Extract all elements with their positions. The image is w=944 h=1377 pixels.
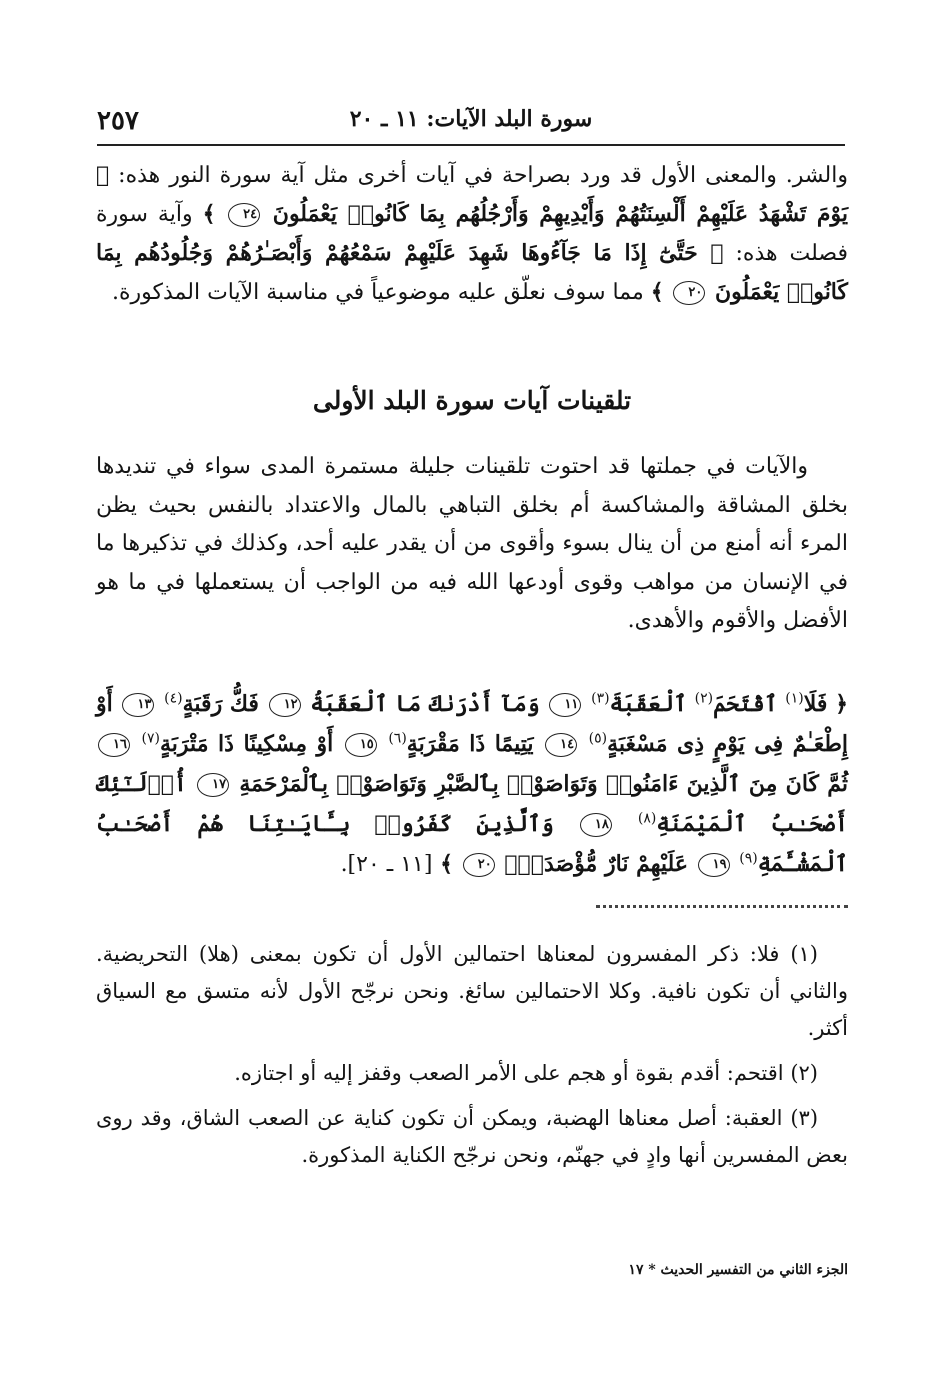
footnote-number: (٣) (790, 1106, 819, 1130)
ayah-number-marker: ١٦ (98, 733, 130, 757)
footnote-number: (٢) (790, 1061, 818, 1085)
verse-range-reference: [١١ ـ ٢٠]. (340, 852, 433, 877)
ayah-number-marker: ١١ (549, 693, 581, 717)
intro-connector: وآية سورة فصلت هذه: (96, 202, 848, 266)
verse-text: فَلَا (803, 691, 828, 717)
ayah-number-marker: ١٣ (122, 693, 154, 717)
ayah-number-marker: ٢٠ (673, 281, 705, 305)
verse-text: وَمَآ أَدْرَىٰكَ مَا ٱلْعَقَبَةُ (310, 691, 540, 717)
page-header (97, 104, 845, 146)
open-bracket-glyph: ﴿ (835, 691, 848, 717)
verse-text: أُو۟لَـٰٓئِكَ أَصْحَـٰبُ ٱلْمَيْمَنَةِ (96, 771, 848, 837)
section-heading: تلقينات آيات سورة البلد الأولى (312, 386, 632, 415)
intro-paragraph (96, 156, 848, 312)
open-bracket-glyph: ﴿ (710, 240, 724, 266)
verse-text: فَكُّ رَقَبَةٍ (182, 691, 259, 717)
footnote-number: (١) (790, 942, 818, 966)
intro-closing: مما سوف نعلّق عليه موضوعياً في مناسبة الآيات المذكورة. (112, 280, 644, 305)
close-bracket-glyph: ﴾ (202, 201, 216, 227)
verse-text: وَٱلَّذِينَ كَفَرُوا۟ بِـَٔايَـٰتِنَا هُمْ أَصْحَـٰبُ ٱلْمَشْـَٔمَةِ (96, 811, 848, 877)
footnote-ref: (٦) (388, 730, 407, 747)
footnote-ref: (٨) (637, 810, 657, 827)
page-footer: الجزء الثاني من التفسير الحديث * ١٧ (628, 1262, 848, 1278)
verse-text: أَوْ مِسْكِينًا ذَا مَتْرَبَةٍ (160, 731, 334, 757)
footnote-item (96, 1100, 848, 1174)
footnote-ref: (٢) (694, 690, 714, 707)
footnote-ref: (٥) (588, 730, 608, 747)
running-title: سورة البلد الآيات: ١١ ـ ٢٠ (349, 106, 593, 132)
footnote-item (96, 1055, 848, 1092)
page-number: ٢٥٧ (97, 106, 139, 136)
ayah-number-marker: ٢٠ (463, 853, 495, 877)
verse-text: ٱقْتَحَمَ (713, 691, 778, 717)
footnote-ref: (٤) (164, 690, 183, 707)
ayah-text: يَوْمَ تَشْهَدُ عَلَيْهِمْ أَلْسِنَتُهُمْ وَأَيْدِيهِمْ وَأَرْجُلُهُم بِمَا كَانُوا۟ يَعْمَلُونَ (272, 201, 848, 227)
verse-text: يَتِيمًا ذَا مَقْرَبَةٍ (406, 731, 534, 757)
verse-text: ثُمَّ كَانَ مِنَ ٱلَّذِينَ ءَامَنُوا۟ وَتَوَاصَوْا۟ بِٱلصَّبْرِ وَتَوَاصَوْا۟ بِٱلْمَرْحَمَةِ (239, 771, 848, 797)
footnotes (96, 936, 848, 1182)
header-rule (97, 144, 845, 146)
footnote-ref: (١) (785, 690, 804, 707)
footnote-text: اقتحم: أقدم بقوة أو هجم على الأمر الصعب وقفز إليه أو اجتازه. (234, 1061, 784, 1085)
ayah-number-marker: ١٤ (545, 733, 577, 757)
body-paragraph: والآيات في جملتها قد احتوت تلقينات جليلة مستمرة المدى سواء في تنديدها بخلق المشاقة والمشاكسة أم بخلق التباهي بالمال والاعتداد بالنفس بحيث يظن المرء أنه أمنع من أن ينال بسوء وأقوى من أن يقدر عليه أحد، وكذلك في تذكيرها ما في الإنسان من مواهب وقوى أودعها الله فيه من الواجب أن يستعملها في ما هو الأفضل والأقوم والأهدى. (96, 454, 848, 633)
ayah-number-marker: ١٢ (269, 693, 301, 717)
ayah-number-marker: ١٨ (580, 813, 612, 837)
ayah-text: حَتَّىٰٓ إِذَا مَا جَآءُوهَا شَهِدَ عَلَيْهِمْ سَمْعُهُمْ وَأَبْصَـٰرُهُمْ وَجُلُودُهُم بِمَا كَانُوا۟ يَعْمَلُونَ (96, 240, 848, 305)
footnote-ref: (٣) (591, 690, 610, 707)
verse-text: ٱلْعَقَبَةَ (609, 691, 687, 717)
verse-text: عَلَيْهِمْ نَارٌ مُّؤْصَدَةٌۢ (504, 851, 688, 877)
ayah-number-marker: ١٥ (345, 733, 377, 757)
intro-text: والشر. والمعنى الأول قد ورد بصراحة في آيات أخرى مثل آية سورة النور هذه: (118, 163, 848, 188)
footnote-ref: (٧) (141, 730, 160, 747)
close-bracket-glyph: ﴾ (650, 279, 664, 305)
footnote-item (96, 936, 848, 1047)
close-bracket-glyph: ﴾ (440, 851, 454, 877)
quran-passage (96, 684, 848, 885)
footnote-text: فلا: ذكر المفسرون لمعناها احتمالين الأول أن تكون بمعنى (هلا) التحريضية. والثاني أن تكون نافية. وكلا الاحتمالين سائغ. ونحن نرجّح الأول لأنه متسق مع السياق أكثر. (96, 942, 848, 1040)
ayah-number-marker: ٢٤ (228, 203, 260, 227)
verse-text: أَوْ إِطْعَـٰمٌ فِى يَوْمٍ ذِى مَسْغَبَةٍ (96, 691, 848, 757)
footnote-separator (596, 905, 848, 928)
footnote-ref: (٩) (739, 850, 758, 867)
ayah-number-marker: ١٩ (698, 853, 730, 877)
footnote-text: العقبة: أصل معناها الهضبة، ويمكن أن تكون كناية عن الصعب الشاق، وقد روى بعض المفسرين أنها وادٍ في جهنّم، ونحن نرجّح الكناية المذكورة. (96, 1106, 848, 1167)
open-bracket-glyph: ﴿ (96, 162, 110, 188)
ayah-number-marker: ١٧ (197, 773, 229, 797)
